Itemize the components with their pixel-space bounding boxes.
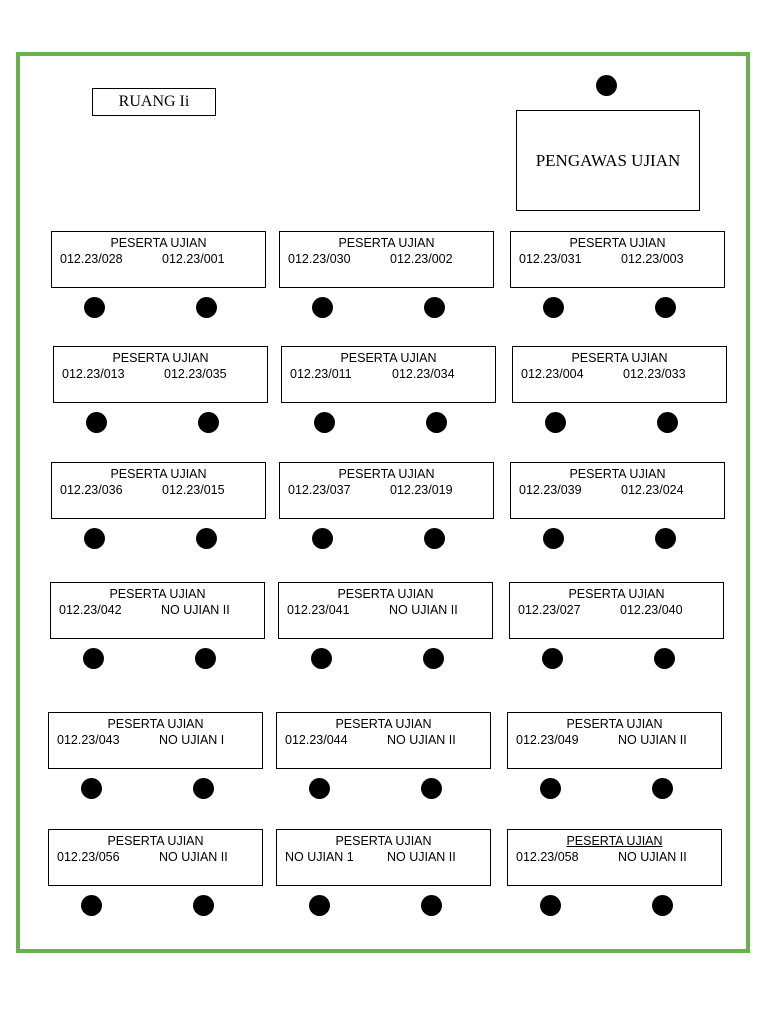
seat-right xyxy=(193,778,214,799)
desk-title: PESERTA UJIAN xyxy=(109,587,206,601)
seat-left xyxy=(545,412,566,433)
participant-left: 012.23/044 xyxy=(285,733,348,747)
participant-right: 012.23/034 xyxy=(392,367,455,381)
seat-left xyxy=(542,648,563,669)
seat-right xyxy=(655,297,676,318)
seat-right xyxy=(426,412,447,433)
desk xyxy=(507,829,722,886)
desk-title: PESERTA UJIAN xyxy=(335,834,432,848)
participant-right: 012.23/024 xyxy=(621,483,684,497)
participant-left: 012.23/042 xyxy=(59,603,122,617)
participant-left: 012.23/031 xyxy=(519,252,582,266)
desk xyxy=(278,582,493,639)
desk xyxy=(507,712,722,769)
desk-title: PESERTA UJIAN xyxy=(569,467,666,481)
seat-left xyxy=(309,895,330,916)
participant-left: 012.23/037 xyxy=(288,483,351,497)
seat-right xyxy=(424,528,445,549)
participant-right: NO UJIAN II xyxy=(159,850,228,864)
seat-right xyxy=(423,648,444,669)
desk xyxy=(48,829,263,886)
seat-right xyxy=(195,648,216,669)
desk xyxy=(510,462,725,519)
seat-right xyxy=(424,297,445,318)
desk-title: PESERTA UJIAN xyxy=(112,351,209,365)
supervisor-desk xyxy=(516,110,700,211)
desk-title: PESERTA UJIAN xyxy=(568,587,665,601)
desk xyxy=(510,231,725,288)
participant-right: 012.23/040 xyxy=(620,603,683,617)
desk xyxy=(279,462,494,519)
participant-left: 012.23/011 xyxy=(290,367,352,381)
participant-right: NO UJIAN II xyxy=(618,850,687,864)
supervisor-label: PENGAWAS UJIAN xyxy=(535,150,681,170)
seat-left xyxy=(81,895,102,916)
desk xyxy=(51,462,266,519)
participant-left: 012.23/041 xyxy=(287,603,350,617)
participant-left: 012.23/043 xyxy=(57,733,120,747)
desk-title: PESERTA UJIAN xyxy=(337,587,434,601)
participant-right: 012.23/001 xyxy=(162,252,225,266)
participant-left: 012.23/027 xyxy=(518,603,581,617)
seat-right xyxy=(655,528,676,549)
supervisor-seat xyxy=(596,75,617,96)
seat-left xyxy=(83,648,104,669)
desk xyxy=(276,712,491,769)
seat-left xyxy=(311,648,332,669)
seat-right xyxy=(198,412,219,433)
participant-right: NO UJIAN II xyxy=(389,603,458,617)
seat-right xyxy=(652,778,673,799)
desk-title: PESERTA UJIAN xyxy=(110,236,207,250)
participant-left: 012.23/049 xyxy=(516,733,579,747)
seat-right xyxy=(657,412,678,433)
participant-right: 012.23/033 xyxy=(623,367,686,381)
participant-right: NO UJIAN II xyxy=(387,850,456,864)
participant-right: NO UJIAN I xyxy=(159,733,225,747)
seat-right xyxy=(652,895,673,916)
seat-left xyxy=(309,778,330,799)
participant-right: NO UJIAN II xyxy=(618,733,687,747)
participant-left: 012.23/013 xyxy=(62,367,125,381)
seat-left xyxy=(84,297,105,318)
participant-right: 012.23/002 xyxy=(390,252,453,266)
participant-left: NO UJIAN 1 xyxy=(285,850,354,864)
participant-left: 012.23/058 xyxy=(516,850,579,864)
participant-left: 012.23/030 xyxy=(288,252,351,266)
seat-left xyxy=(84,528,105,549)
desk-title: PESERTA UJIAN xyxy=(340,351,437,365)
seat-right xyxy=(654,648,675,669)
seat-left xyxy=(540,778,561,799)
seat-left xyxy=(86,412,107,433)
participant-left: 012.23/036 xyxy=(60,483,123,497)
participant-left: 012.23/039 xyxy=(519,483,582,497)
desk-title: PESERTA UJIAN xyxy=(110,467,207,481)
desk-title: PESERTA UJIAN xyxy=(338,467,435,481)
seat-right xyxy=(196,297,217,318)
desk xyxy=(281,346,496,403)
seat-left xyxy=(312,297,333,318)
participant-right: NO UJIAN II xyxy=(387,733,456,747)
participant-right: 012.23/003 xyxy=(621,252,684,266)
desk-title: PESERTA UJIAN xyxy=(571,351,668,365)
seat-left xyxy=(81,778,102,799)
desk-title: PESERTA UJIAN xyxy=(566,834,663,848)
desk-title: PESERTA UJIAN xyxy=(107,717,204,731)
seat-left xyxy=(540,895,561,916)
seat-left xyxy=(314,412,335,433)
participant-right: 012.23/035 xyxy=(164,367,227,381)
desk xyxy=(51,231,266,288)
seat-right xyxy=(421,778,442,799)
seat-right xyxy=(421,895,442,916)
participant-right: 012.23/015 xyxy=(162,483,225,497)
room-label: RUANG Ii xyxy=(92,88,216,116)
desk xyxy=(50,582,265,639)
desk xyxy=(48,712,263,769)
desk-title: PESERTA UJIAN xyxy=(107,834,204,848)
seat-right xyxy=(193,895,214,916)
desk-title: PESERTA UJIAN xyxy=(338,236,435,250)
desk xyxy=(509,582,724,639)
seat-right xyxy=(196,528,217,549)
participant-left: 012.23/056 xyxy=(57,850,120,864)
desk xyxy=(276,829,491,886)
participant-right: 012.23/019 xyxy=(390,483,453,497)
desk-title: PESERTA UJIAN xyxy=(566,717,663,731)
seat-left xyxy=(543,528,564,549)
desk-title: PESERTA UJIAN xyxy=(569,236,666,250)
participant-left: 012.23/028 xyxy=(60,252,123,266)
desk xyxy=(53,346,268,403)
seat-left xyxy=(543,297,564,318)
desk xyxy=(512,346,727,403)
desk xyxy=(279,231,494,288)
seat-left xyxy=(312,528,333,549)
desk-title: PESERTA UJIAN xyxy=(335,717,432,731)
participant-left: 012.23/004 xyxy=(521,367,584,381)
participant-right: NO UJIAN II xyxy=(161,603,230,617)
